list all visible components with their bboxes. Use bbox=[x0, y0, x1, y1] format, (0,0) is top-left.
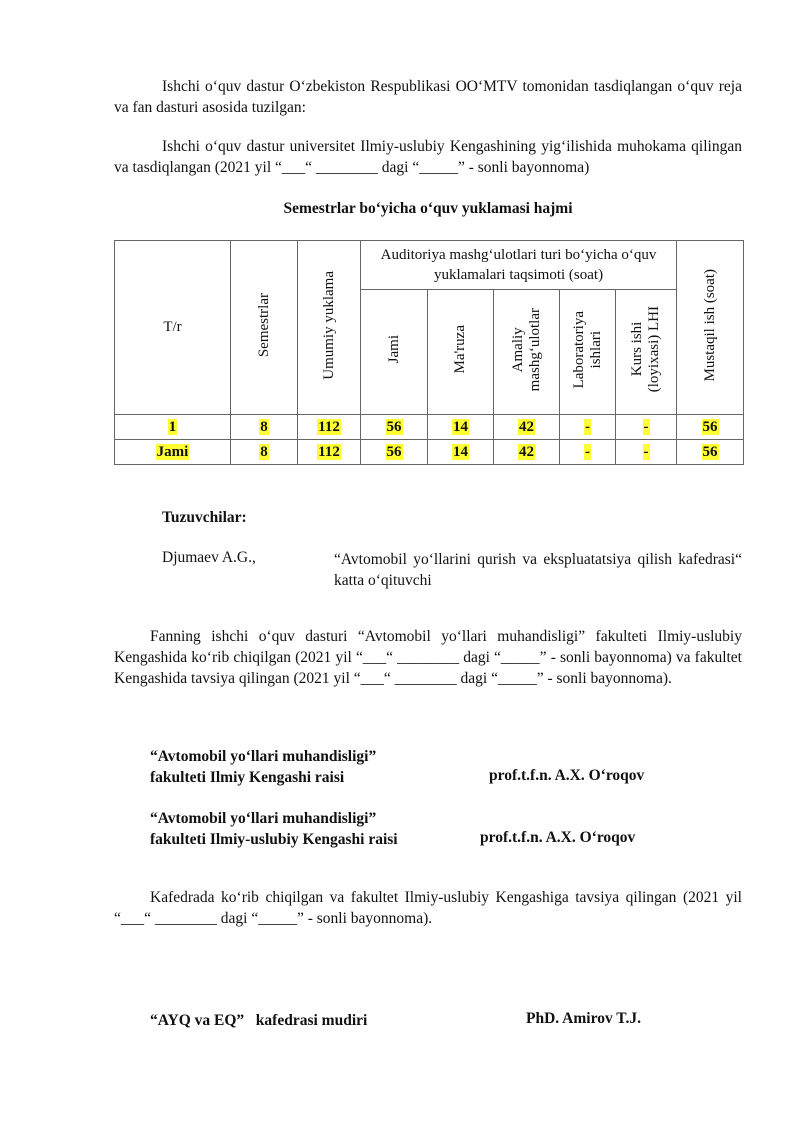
header-mustaqil-ish: Mustaqil ish (soat) bbox=[677, 241, 744, 415]
signature-2-name: prof.t.f.n. A.X. Oʻroqov bbox=[480, 829, 636, 846]
signature-2-title: “Avtomobil yoʻllari muhandisligi” fakulteti Ilmiy-uslubiy Kengashi raisi bbox=[150, 810, 398, 848]
author-name: Djumaev A.G., bbox=[162, 549, 256, 566]
kafedra-paragraph: Kafedrada koʻrib chiqilgan va fakultet Ilmiy-uslubiy Kengashiga tavsiya qilingan (2021 yil “___“ ________ dagi “_____” - sonli bayonnoma). bbox=[114, 889, 742, 927]
author-role: “Avtomobil yoʻllarini qurish va ekspluatatsiya qilish kafedrasi“ katta oʻqituvchi bbox=[334, 551, 742, 589]
intro-paragraph-1: Ishchi oʻquv dastur Oʻzbekiston Respublikasi OOʻMTV tomonidan tasdiqlangan oʻquv reja va fan dasturi asosida tuzilgan: bbox=[114, 78, 742, 116]
signature-3-title: “AYQ va EQ” kafedrasi mudiri bbox=[150, 1012, 368, 1029]
header-kurs-ishi: Kurs ishi (loyixasi) LHI bbox=[616, 290, 677, 415]
header-maruza: Ma'ruza bbox=[428, 290, 494, 415]
header-jami: Jami bbox=[361, 290, 428, 415]
intro-paragraph-2: Ishchi oʻquv dastur universitet Ilmiy-uslubiy Kengashining yigʻilishida muhokama qilingan va tasdiqlangan (2021 yil “___“ ________ dagi “_____” - sonli bayonnoma) bbox=[114, 138, 742, 176]
table-title: Semestrlar boʻyicha oʻquv yuklamasi hajmi bbox=[283, 200, 573, 217]
signature-1-title: “Avtomobil yoʻllari muhandisligi” fakulteti Ilmiy Kengashi raisi bbox=[150, 748, 377, 786]
table-row-total: Jami 8 112 56 14 42 - - 56 bbox=[115, 440, 744, 465]
workload-table bbox=[114, 240, 744, 465]
header-laboratoriya: Laboratoriya ishlari bbox=[560, 290, 616, 415]
table-row: 1 8 112 56 14 42 - - 56 bbox=[115, 415, 744, 440]
header-semestrlar: Semestrlar bbox=[231, 241, 298, 415]
header-amaliy: Amaliy mashgʻulotlar bbox=[494, 290, 560, 415]
header-auditoriya-group: Auditoriya mashgʻulotlari turi boʻyicha oʻquv yuklamalari taqsimoti (soat) bbox=[361, 241, 677, 290]
authors-heading: Tuzuvchilar: bbox=[162, 509, 247, 526]
faculty-paragraph: Fanning ishchi oʻquv dasturi “Avtomobil yoʻllari muhandisligi” fakulteti Ilmiy-uslubiy Kengashida koʻrib chiqilgan (2021 yil “___“ ________ dagi “_____” - sonli bayonnoma) va fakultet Kengashida tavsiya qilingan (2021 yil “___“ ________ dagi “_____” - sonli bayonnoma). bbox=[114, 628, 742, 687]
signature-1-name: prof.t.f.n. A.X. Oʻroqov bbox=[489, 767, 645, 784]
header-umumiy-yuklama: Umumiy yuklama bbox=[298, 241, 361, 415]
signature-3-name: PhD. Amirov T.J. bbox=[526, 1010, 641, 1027]
header-tr: T/r bbox=[115, 241, 231, 415]
